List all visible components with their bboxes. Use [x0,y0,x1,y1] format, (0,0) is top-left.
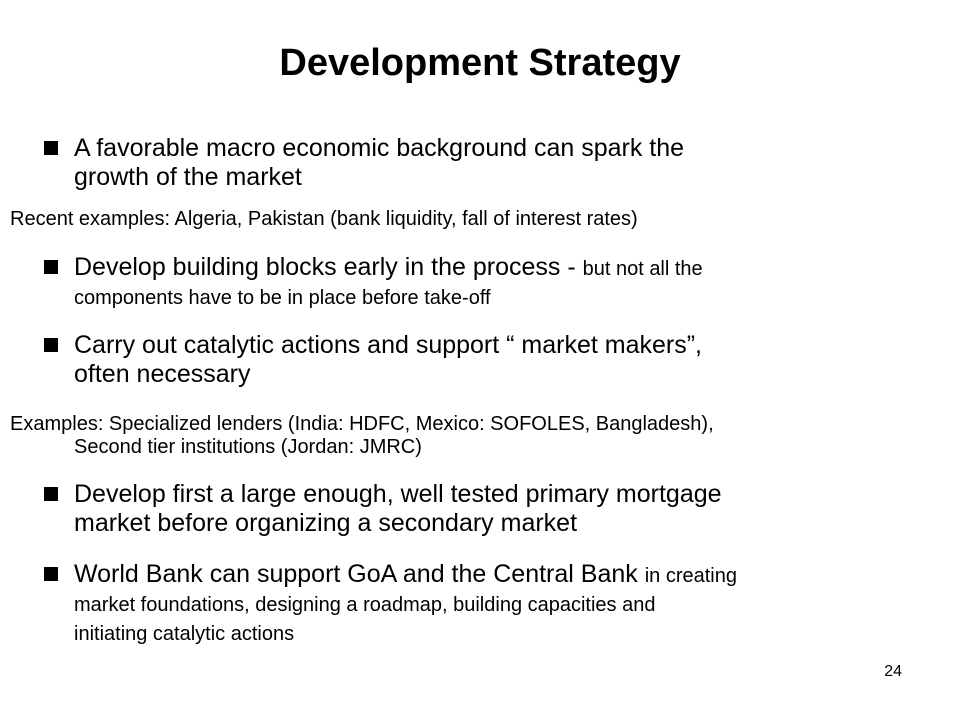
bullet-item [74,253,954,311]
bullet-detail-text: initiating catalytic actions [74,623,295,645]
bullet-item [74,134,954,192]
bullet-text-line: Carry out catalytic actions and support “ market makers”, [74,331,703,359]
page-number: 24 [884,663,902,680]
sub-note [10,208,955,231]
bullet-square-icon [44,260,58,274]
sub-note [10,413,955,459]
sub-note-line: Recent examples: Algeria, Pakistan (bank liquidity, fall of interest rates) [10,208,638,230]
bullet-detail-text: market foundations, designing a roadmap, building capacities and [74,594,656,616]
bullet-text-line: growth of the market [74,163,302,191]
bullet-item [74,560,954,647]
bullet-main-text: World Bank can support GoA and the Central Bank [74,560,645,588]
bullet-item [74,480,954,538]
bullet-detail-text: but not all the [582,258,703,280]
bullet-item [74,331,954,389]
bullet-square-icon [44,338,58,352]
bullet-square-icon [44,487,58,501]
bullet-detail-text: in creating [644,565,737,587]
slide-title: Development Strategy [279,42,681,84]
bullet-detail-text: components have to be in place before take-off [74,287,491,309]
bullet-main-text: Develop building blocks early in the process - [74,253,583,281]
sub-note-line: Examples: Specialized lenders (India: HDFC, Mexico: SOFOLES, Bangladesh), [10,413,714,435]
bullet-text-line: Develop first a large enough, well tested primary mortgage [74,480,722,508]
bullet-square-icon [44,141,58,155]
bullet-text-line: market before organizing a secondary market [74,509,578,537]
bullet-text-line: A favorable macro economic background can spark the [74,134,685,162]
sub-note-line: Second tier institutions (Jordan: JMRC) [74,436,422,458]
bullet-text-line: often necessary [74,360,251,388]
bullet-square-icon [44,567,58,581]
